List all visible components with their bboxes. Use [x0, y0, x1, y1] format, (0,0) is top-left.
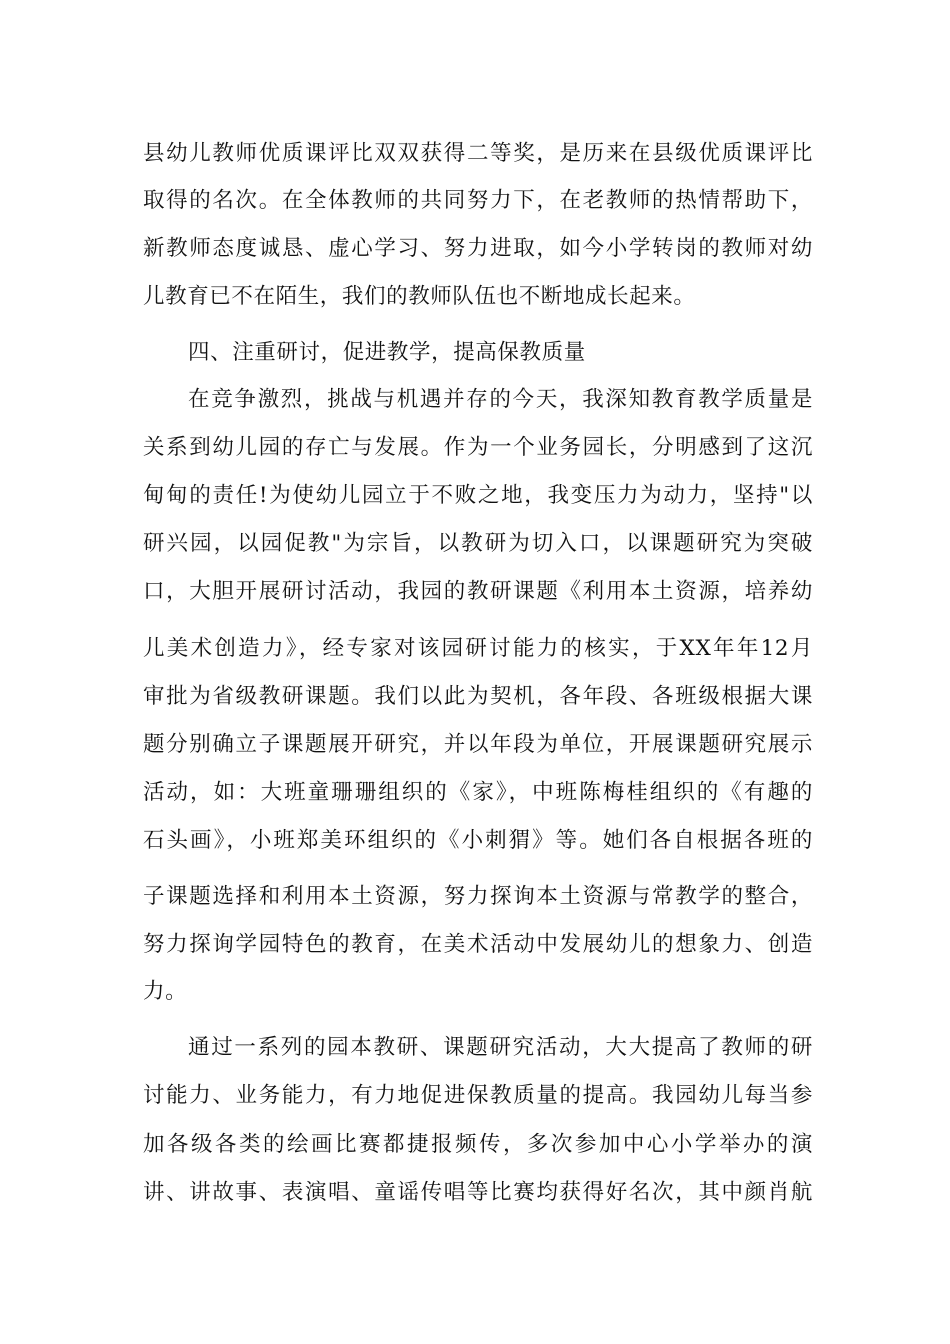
section-heading: 四、注重研讨，促进教学，提高保教质量 [188, 340, 586, 365]
text-line: 口，大胆开展研讨活动，我园的教研课题《利用本土资源，培养幼 [143, 579, 813, 604]
text-line: 甸甸的责任!为使幼儿园立于不败之地，我变压力为动力，坚持"以 [143, 483, 813, 508]
text-line: 取得的名次。在全体教师的共同努力下，在老教师的热情帮助下， [143, 188, 813, 213]
text-line: 讲、讲故事、表演唱、童谣传唱等比赛均获得好名次，其中颜肖航 [143, 1180, 813, 1205]
text-line: 县幼儿教师优质课评比双双获得二等奖，是历来在县级优质课评比 [143, 141, 813, 166]
text-line: 审批为省级教研课题。我们以此为契机，各年段、各班级根据大课 [143, 684, 813, 709]
text-line: 力。 [143, 979, 188, 1004]
text-line: 加各级各类的绘画比赛都捷报频传，多次参加中心小学举办的演 [143, 1132, 813, 1157]
text-line: 努力探询学园特色的教育，在美术活动中发展幼儿的想象力、创造 [143, 932, 813, 957]
text-line: 儿美术创造力》，经专家对该园研讨能力的核实，于XX年年12月 [143, 636, 813, 661]
text-line: 子课题选择和利用本土资源，努力探询本土资源与常教学的整合， [143, 884, 813, 909]
text-line: 新教师态度诚恳、虚心学习、努力进取，如今小学转岗的教师对幼 [143, 236, 813, 261]
text-line: 儿教育已不在陌生，我们的教师队伍也不断地成长起来。 [143, 284, 696, 309]
text-line: 讨能力、业务能力，有力地促进保教质量的提高。我园幼儿每当参 [143, 1083, 813, 1108]
text-line: 活动，如：大班童珊珊组织的《家》，中班陈梅桂组织的《有趣的 [143, 780, 813, 805]
text-line: 关系到幼儿园的存亡与发展。作为一个业务园长，分明感到了这沉 [143, 435, 813, 460]
text-line: 石头画》，小班郑美环组织的《小刺猬》等。她们各自根据各班的 [143, 828, 813, 853]
text-line: 通过一系列的园本教研、课题研究活动，大大提高了教师的研 [188, 1035, 813, 1060]
text-line: 研兴园，以园促教"为宗旨，以教研为切入口，以课题研究为突破 [143, 531, 813, 556]
text-line: 在竞争激烈，挑战与机遇并存的今天，我深知教育教学质量是 [188, 387, 813, 412]
text-line: 题分别确立子课题展开研究，并以年段为单位，开展课题研究展示 [143, 732, 813, 757]
